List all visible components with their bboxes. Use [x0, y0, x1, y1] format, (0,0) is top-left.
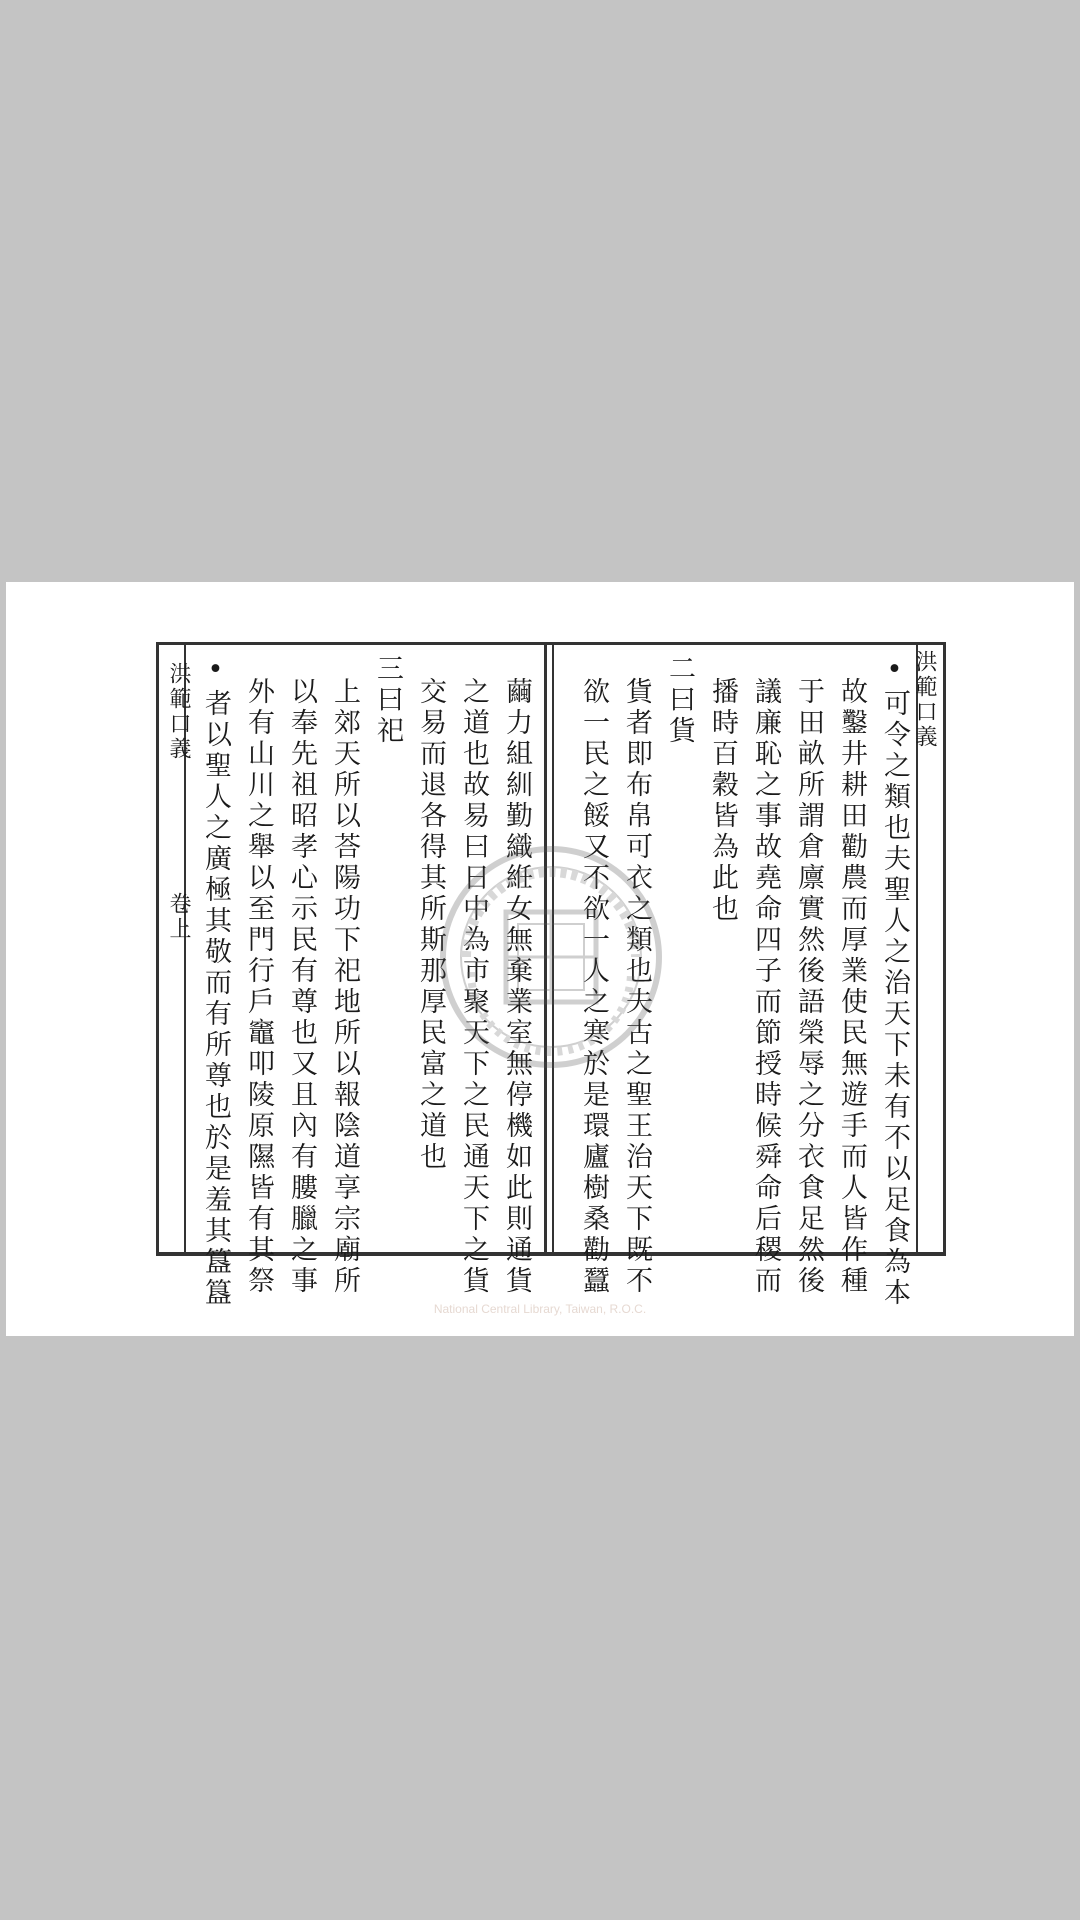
text-column: 以奉先祖昭孝心示民有尊也又且內有膢臘之事	[286, 677, 317, 1297]
text-column: •可令之類也夫聖人之治天下未有不以足食為本	[879, 654, 910, 1309]
text-column: 故鑿井耕田勸農而厚業使民無遊手而人皆作種	[836, 677, 867, 1297]
left-margin-volume: 卷上	[166, 892, 191, 942]
text-column: 外有山川之舉以至門行戶竈叩陵原隰皆有其祭	[243, 677, 274, 1297]
scanned-page	[6, 582, 1074, 1336]
section-heading: 二曰貨	[664, 654, 695, 747]
text-column: •者以聖人之廣極其敬而有所尊也於是羞其簋簋	[200, 654, 231, 1309]
text-column: 播時百穀皆為此也	[707, 677, 738, 925]
library-seal-stamp-icon	[426, 842, 676, 1072]
section-heading: 三曰祀	[372, 654, 403, 747]
text-column: 交易而退各得其所斯那厚民富之道也	[415, 677, 446, 1173]
text-column: 于田畝所謂倉廪實然後語榮辱之分衣食足然後	[793, 677, 824, 1297]
text-column: 議廉恥之事故堯命四子而節授時候舜命后稷而	[750, 677, 781, 1297]
text-column: 欲一民之餒又不欲一人之寒於是環廬樹桑勸蠶	[578, 677, 609, 1297]
library-watermark: National Central Library, Taiwan, R.O.C.	[433, 1302, 647, 1316]
text-column: 貨者即布帛可衣之類也夫古之聖王治天下既不	[621, 677, 652, 1297]
text-column: 繭力組紃勤織絍女無棄業室無停機如此則通貨	[501, 677, 532, 1297]
left-margin-title: 洪範口義	[166, 662, 191, 762]
text-column: 上郊天所以荅陽功下祀地所以報陰道享宗廟所	[329, 677, 360, 1297]
right-margin-title: 洪範口義	[912, 650, 937, 750]
text-column: 之道也故易曰日中為市聚天下之民通天下之貨	[458, 677, 489, 1297]
